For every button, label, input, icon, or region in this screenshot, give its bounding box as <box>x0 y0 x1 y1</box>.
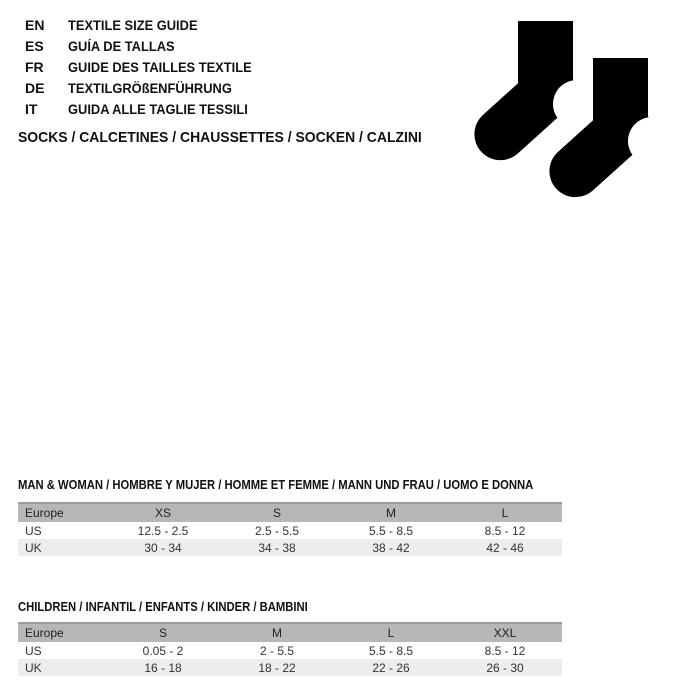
size-value: 0.05 - 2 <box>106 642 220 659</box>
size-value: 5.5 - 8.5 <box>334 642 448 659</box>
size-value: 8.5 - 12 <box>448 642 562 659</box>
lang-label: GUÍA DE TALLAS <box>68 38 175 54</box>
size-value: 30 - 34 <box>106 539 220 556</box>
lang-code: IT <box>25 101 38 117</box>
lang-code: ES <box>25 38 44 54</box>
table-row-us <box>18 642 562 659</box>
column-header-size: XS <box>106 503 220 522</box>
size-value: 2 - 5.5 <box>220 642 334 659</box>
lang-code: FR <box>25 59 44 75</box>
size-value: 5.5 - 8.5 <box>334 522 448 539</box>
size-value: 22 - 26 <box>334 659 448 676</box>
size-value: 12.5 - 2.5 <box>106 522 220 539</box>
column-header-size: L <box>334 623 448 642</box>
region-label: UK <box>18 539 106 556</box>
lang-code: EN <box>25 17 45 33</box>
table-row-us <box>18 522 562 539</box>
column-header-size: S <box>220 503 334 522</box>
column-header-size: M <box>220 623 334 642</box>
region-label: US <box>18 642 106 659</box>
children-table-title: CHILDREN / INFANTIL / ENFANTS / KINDER / BAMBINI <box>18 600 308 614</box>
column-header-size: S <box>106 623 220 642</box>
table-row-uk <box>18 539 562 556</box>
lang-row-fr <box>25 57 268 78</box>
column-header-size: L <box>448 503 562 522</box>
region-label: US <box>18 522 106 539</box>
category-title: SOCKS / CALCETINES / CHAUSSETTES / SOCKEN / CALZINI <box>18 129 422 146</box>
lang-label: TEXTILE SIZE GUIDE <box>68 17 198 33</box>
table-row-uk <box>18 659 562 676</box>
size-value: 8.5 - 12 <box>448 522 562 539</box>
size-value: 34 - 38 <box>220 539 334 556</box>
size-value: 42 - 46 <box>448 539 562 556</box>
adults-table-title: MAN & WOMAN / HOMBRE Y MUJER / HOMME ET FEMME / MANN UND FRAU / UOMO E DONNA <box>18 478 534 492</box>
size-value: 16 - 18 <box>106 659 220 676</box>
lang-label: TEXTILGRÖßENFÜHRUNG <box>68 80 232 96</box>
lang-label: GUIDE DES TAILLES TEXTILE <box>68 59 252 75</box>
lang-code: DE <box>25 80 45 96</box>
lang-label: GUIDA ALLE TAGLIE TESSILI <box>68 101 248 117</box>
size-value: 38 - 42 <box>334 539 448 556</box>
lang-row-it <box>25 99 268 120</box>
adults-header-row <box>18 503 562 522</box>
column-header-size: M <box>334 503 448 522</box>
size-value: 26 - 30 <box>448 659 562 676</box>
column-header-region: Europe <box>18 503 106 522</box>
size-value: 2.5 - 5.5 <box>220 522 334 539</box>
children-header-row <box>18 623 562 642</box>
language-list <box>25 15 268 120</box>
children-size-table <box>18 622 562 676</box>
socks-icon <box>470 12 660 212</box>
column-header-region: Europe <box>18 623 106 642</box>
region-label: UK <box>18 659 106 676</box>
size-value: 18 - 22 <box>220 659 334 676</box>
lang-row-es <box>25 36 268 57</box>
lang-row-en <box>25 15 268 36</box>
column-header-size: XXL <box>448 623 562 642</box>
lang-row-de <box>25 78 268 99</box>
adults-size-table <box>18 502 562 556</box>
